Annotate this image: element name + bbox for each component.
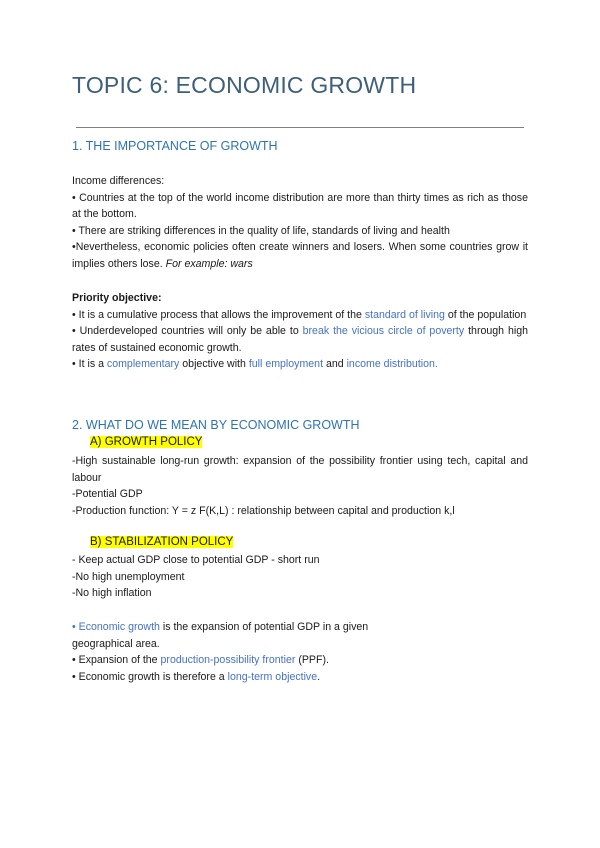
economic-growth-term: • Economic growth: [72, 621, 160, 633]
priority-bullet-1-text: • It is a cumulative process that allows the improvement of the: [72, 308, 365, 321]
priority-bullet-3-mid2: and: [323, 358, 347, 370]
stabilization-line-3: -No high inflation: [72, 587, 152, 599]
summary-bullet-3-tail: .: [317, 670, 321, 683]
growth-policy-line-1: -High sustainable long-run growth: expansion of the possibility frontier using tech, capital and labour: [72, 455, 528, 484]
priority-bullet-3-mid1: objective with: [179, 358, 249, 370]
full-employment-term: full employment: [248, 358, 324, 370]
summary-bullet-2-text: • Expansion of the: [72, 654, 161, 666]
priority-objective-label: Priority objective:: [72, 292, 162, 304]
priority-bullet-1-tail: of the population: [444, 308, 527, 321]
priority-bullet-1: [72, 307, 528, 324]
income-bullet-3-example: For example: wars: [165, 257, 253, 270]
income-differences-label: Income differences:: [72, 175, 165, 187]
growth-policy-heading: [90, 436, 202, 448]
income-bullet-3: [72, 239, 528, 272]
growth-summary-block: [72, 619, 528, 685]
vicious-circle-term: break the vicious circle of poverty: [302, 325, 465, 337]
summary-bullet-3-text: • Economic growth is therefore a: [72, 670, 228, 683]
growth-policy-label: A) GROWTH POLICY: [90, 436, 203, 448]
standard-of-living-term: standard of living: [364, 308, 445, 321]
stabilization-line-1: - Keep actual GDP close to potential GDP - short run: [72, 554, 320, 566]
priority-bullet-2: [72, 323, 528, 356]
summary-bullet-2-tail: (PPF).: [295, 654, 329, 666]
page-title: TOPIC 6: ECONOMIC GROWTH: [72, 72, 417, 98]
title-divider: [76, 127, 524, 128]
priority-objective-block: [72, 290, 528, 373]
complementary-term: complementary: [106, 358, 180, 370]
income-bullet-2: • There are striking differences in the quality of life, standards of living and health: [72, 224, 450, 237]
income-bullet-3-text: •Nevertheless, economic policies often create winners and losers. When some countries grow it implies others lose.: [72, 241, 528, 270]
summary-bullet-1-text: is the expansion of potential GDP in a given: [159, 621, 369, 633]
stabilization-policy-label: B) STABILIZATION POLICY: [90, 536, 234, 548]
income-differences-block: [72, 173, 528, 272]
income-bullet-1: • Countries at the top of the world income distribution are more than thirty times as rich as those at the bottom.: [72, 191, 528, 220]
long-term-objective-term: long-term objective: [227, 670, 318, 683]
priority-bullet-3: [72, 356, 528, 373]
priority-bullet-3-text: • It is a: [72, 358, 107, 370]
section-2-heading: 2. WHAT DO WE MEAN BY ECONOMIC GROWTH: [72, 418, 360, 432]
stabilization-line-2: -No high unemployment: [72, 570, 185, 583]
priority-bullet-2-text: • Underdeveloped countries will only be able to: [72, 325, 303, 337]
ppf-term: production-possibility frontier: [160, 654, 296, 666]
stabilization-policy-block: [72, 552, 528, 602]
growth-policy-block: [72, 453, 528, 519]
priority-bullet-2-tail: through high rates of sustained economic growth.: [72, 325, 528, 354]
summary-bullet-1-continuation: geographical area.: [72, 637, 160, 650]
section-1-heading: 1. THE IMPORTANCE OF GROWTH: [72, 139, 278, 153]
summary-bullet-2: [72, 652, 528, 669]
growth-policy-line-2: -Potential GDP: [72, 488, 143, 500]
summary-bullet-1: [72, 619, 528, 636]
stabilization-policy-heading: [90, 536, 233, 548]
summary-bullet-3: [72, 669, 528, 686]
growth-policy-line-3: -Production function: Y = z F(K,L) : relationship between capital and production k,l: [72, 504, 455, 517]
income-distribution-term: income distribution.: [346, 358, 438, 370]
